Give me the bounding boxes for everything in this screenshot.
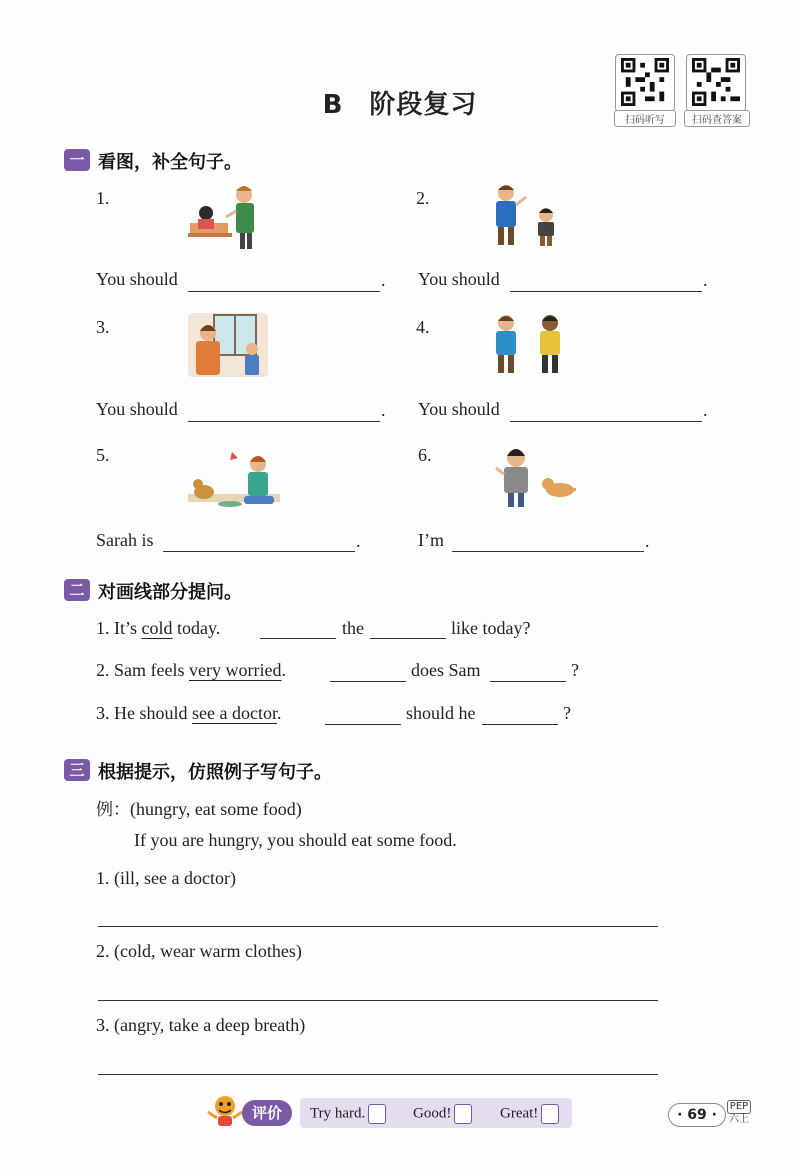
item-5-answer-line[interactable] xyxy=(163,550,355,552)
qr-code-listen[interactable] xyxy=(615,54,675,112)
q2-word-1: does Sam xyxy=(411,660,481,680)
example-answer: If you are hungry, you should eat some food. xyxy=(134,830,457,850)
qr-answer-label: 扫码查答案 xyxy=(684,110,750,127)
item-2-end: . xyxy=(703,270,708,290)
picture-1-teacher-student xyxy=(188,183,268,251)
prompt-2-answer-line[interactable] xyxy=(98,999,658,1001)
section-1-number: 一 xyxy=(64,149,90,171)
qr-icon xyxy=(620,58,670,106)
q1-underlined: cold xyxy=(141,618,173,638)
item-1-prefix: You should xyxy=(96,269,178,289)
prompt-1-answer-line[interactable] xyxy=(98,925,658,927)
eval-good: Good! xyxy=(413,1104,472,1124)
title-letter: B xyxy=(322,90,344,120)
q2-word-2: ? xyxy=(571,660,579,680)
item-3-end: . xyxy=(381,400,386,420)
example-hint: (hungry, eat some food) xyxy=(130,799,302,819)
item-2-prefix: You should xyxy=(418,269,500,289)
qr-listen-label: 扫码听写 xyxy=(614,110,676,127)
item-4-prefix: You should xyxy=(418,399,500,419)
example-label: 例： xyxy=(96,800,130,820)
edition-badge xyxy=(727,1100,751,1126)
section-2-number: 二 xyxy=(64,579,90,601)
qr-code-answer[interactable] xyxy=(686,54,746,112)
q1-blank-2[interactable] xyxy=(370,637,446,639)
item-1-end: . xyxy=(381,270,386,290)
section-2-title: 对画线部分提问。 xyxy=(98,582,242,603)
page-number: · 69 · xyxy=(668,1103,726,1127)
item-4-number: 4. xyxy=(416,317,430,337)
item-4-end: . xyxy=(703,400,708,420)
q1-blank-1[interactable] xyxy=(260,637,336,639)
q1-sentence: 1. It’s cold today. xyxy=(96,618,221,638)
item-4-answer-line[interactable] xyxy=(510,420,702,422)
q2-sentence: 2. Sam feels very worried. xyxy=(96,660,286,680)
picture-5-sarah-cat xyxy=(188,448,280,514)
section-3-number: 三 xyxy=(64,759,90,781)
item-6-end: . xyxy=(645,531,650,551)
badge-top: PEP xyxy=(727,1100,751,1114)
good-checkbox[interactable] xyxy=(454,1104,472,1124)
item-6-number: 6. xyxy=(418,445,432,465)
q3-blank-1[interactable] xyxy=(325,723,401,725)
section-3-title: 根据提示，仿照例子写句子。 xyxy=(98,762,332,783)
q3-word-2: ? xyxy=(563,703,571,723)
picture-2-man-boy xyxy=(486,183,570,251)
mascot-icon xyxy=(205,1092,245,1130)
q3-word-1: should he xyxy=(406,703,476,723)
q2-blank-2[interactable] xyxy=(490,680,566,682)
item-6-answer-line[interactable] xyxy=(452,550,644,552)
item-5-end: . xyxy=(356,531,361,551)
item-2-answer-line[interactable] xyxy=(510,290,702,292)
picture-6-boy-dog xyxy=(494,444,582,508)
q2-underlined: very worried xyxy=(188,660,282,680)
title-text: 阶段复习 xyxy=(369,90,478,120)
item-1-number: 1. xyxy=(96,188,110,208)
eval-label: 评价 xyxy=(242,1100,292,1126)
q1-word-2: like today? xyxy=(451,618,531,638)
item-5-number: 5. xyxy=(96,445,110,465)
q3-underlined: see a doctor xyxy=(192,703,277,723)
item-3-number: 3. xyxy=(96,317,110,337)
great-checkbox[interactable] xyxy=(541,1104,559,1124)
page-title xyxy=(0,84,800,121)
section-1-title: 看图，补全句子。 xyxy=(98,152,242,173)
item-2-number: 2. xyxy=(416,188,430,208)
q1-word-1: the xyxy=(342,618,364,638)
prompt-2: 2. (cold, wear warm clothes) xyxy=(96,941,302,961)
item-6-prefix: I’m xyxy=(418,530,444,550)
q3-sentence: 3. He should see a doctor. xyxy=(96,703,282,723)
picture-4-two-boys xyxy=(488,311,570,377)
prompt-3-answer-line[interactable] xyxy=(98,1073,658,1075)
item-5-prefix: Sarah is xyxy=(96,530,154,550)
badge-bottom: 六上 xyxy=(729,1114,749,1125)
prompt-1: 1. (ill, see a doctor) xyxy=(96,868,236,888)
item-3-prefix: You should xyxy=(96,399,178,419)
qr-icon xyxy=(691,58,741,106)
item-1-answer-line[interactable] xyxy=(188,290,380,292)
item-3-answer-line[interactable] xyxy=(188,420,380,422)
eval-try-hard: Try hard. xyxy=(310,1104,386,1124)
try-hard-checkbox[interactable] xyxy=(368,1104,386,1124)
eval-great: Great! xyxy=(500,1104,559,1124)
q3-blank-2[interactable] xyxy=(482,723,558,725)
picture-3-mother-child-window xyxy=(188,313,268,377)
example-line xyxy=(96,795,302,820)
prompt-3: 3. (angry, take a deep breath) xyxy=(96,1015,306,1035)
q2-blank-1[interactable] xyxy=(330,680,406,682)
